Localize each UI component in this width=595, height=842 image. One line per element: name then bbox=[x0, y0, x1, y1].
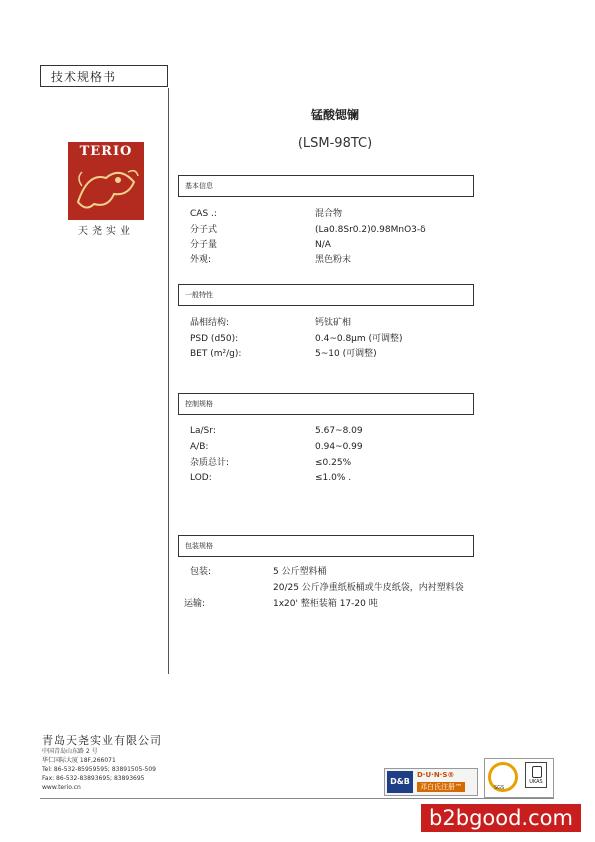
watermark: b2bgood.com bbox=[421, 804, 581, 832]
appearance-value: 黑色粉末 bbox=[315, 255, 352, 265]
pack-label: 包装: bbox=[190, 567, 212, 577]
formula-value: (La0.8Sr0.2)0.98MnO3-δ bbox=[315, 225, 426, 235]
logo-brand: TERIO bbox=[79, 144, 133, 159]
sgs-label: SGS bbox=[494, 785, 505, 791]
footer-tel: Tel: 86-532-85959595; 83891505-509 bbox=[42, 766, 156, 773]
dnb-logo: D&B bbox=[387, 771, 413, 793]
footer-address-2: 华仁国际大厦 18F,266071 bbox=[42, 757, 116, 764]
product-name: 锰酸锶镧 bbox=[310, 108, 359, 122]
section-basic-heading: 基本信息 bbox=[178, 175, 474, 197]
ship-value: 1x20' 整柜装箱 17-20 吨 bbox=[273, 599, 378, 609]
footer-website: www.terio.cn bbox=[42, 784, 81, 791]
crystal-label: 晶相结构: bbox=[190, 318, 230, 328]
appearance-label: 外观: bbox=[190, 255, 212, 265]
cas-label: CAS .: bbox=[190, 209, 217, 219]
crystal-value: 钙钛矿相 bbox=[315, 318, 352, 328]
vertical-divider bbox=[168, 88, 169, 674]
psd-value: 0.4~0.8μm (可调整) bbox=[315, 334, 403, 344]
cas-value: 混合物 bbox=[315, 209, 343, 219]
psd-label: PSD (d50): bbox=[190, 334, 239, 344]
ab-value: 0.94~0.99 bbox=[315, 442, 363, 452]
ship-label: 运输: bbox=[184, 599, 206, 609]
bet-label: BET (m²/g): bbox=[190, 349, 242, 359]
impurity-label: 杂质总计: bbox=[190, 458, 230, 468]
formula-label: 分子式 bbox=[190, 225, 218, 235]
terio-logo bbox=[68, 142, 144, 220]
pack-value-1: 5 公斤塑料桶 bbox=[273, 567, 327, 577]
footer-company: 青岛天尧实业有限公司 bbox=[42, 734, 162, 747]
section-general-heading: 一般特性 bbox=[178, 284, 474, 306]
logo-company: 天尧实业 bbox=[78, 226, 134, 237]
crown-icon bbox=[532, 766, 542, 778]
impurity-value: ≤0.25% bbox=[315, 458, 352, 468]
footer-fax: Fax: 86-532-83893695; 83893695 bbox=[42, 775, 145, 782]
doc-type-label: 技术规格书 bbox=[40, 65, 168, 87]
ab-label: A/B: bbox=[190, 442, 209, 452]
mw-label: 分子量 bbox=[190, 240, 218, 250]
lasr-label: La/Sr: bbox=[190, 426, 216, 436]
dragon-icon bbox=[68, 142, 144, 220]
lod-value: ≤1.0% . bbox=[315, 473, 352, 483]
lod-label: LOD: bbox=[190, 473, 212, 483]
footer-address-1: 中国青岛山东路 2 号 bbox=[42, 748, 98, 755]
section-control-heading: 控制规格 bbox=[178, 393, 474, 415]
ukas-icon bbox=[525, 762, 547, 788]
pack-value-2: 20/25 公斤净重纸板桶或牛皮纸袋，内衬塑料袋 bbox=[273, 583, 464, 593]
duns-cn-label: 邓白氏注册™ bbox=[417, 782, 465, 792]
section-packaging-heading: 包装规格 bbox=[178, 535, 474, 557]
ukas-label: UKAS bbox=[529, 779, 543, 785]
mw-value: N/A bbox=[315, 240, 331, 250]
dnb-badge bbox=[384, 768, 478, 796]
duns-label: D·U·N·S® bbox=[417, 771, 455, 779]
lasr-value: 5.67~8.09 bbox=[315, 426, 363, 436]
bet-value: 5~10 (可调整) bbox=[315, 349, 377, 359]
product-code: (LSM-98TC) bbox=[297, 136, 373, 151]
certification-badge bbox=[484, 758, 554, 798]
footer-rule bbox=[40, 798, 554, 799]
